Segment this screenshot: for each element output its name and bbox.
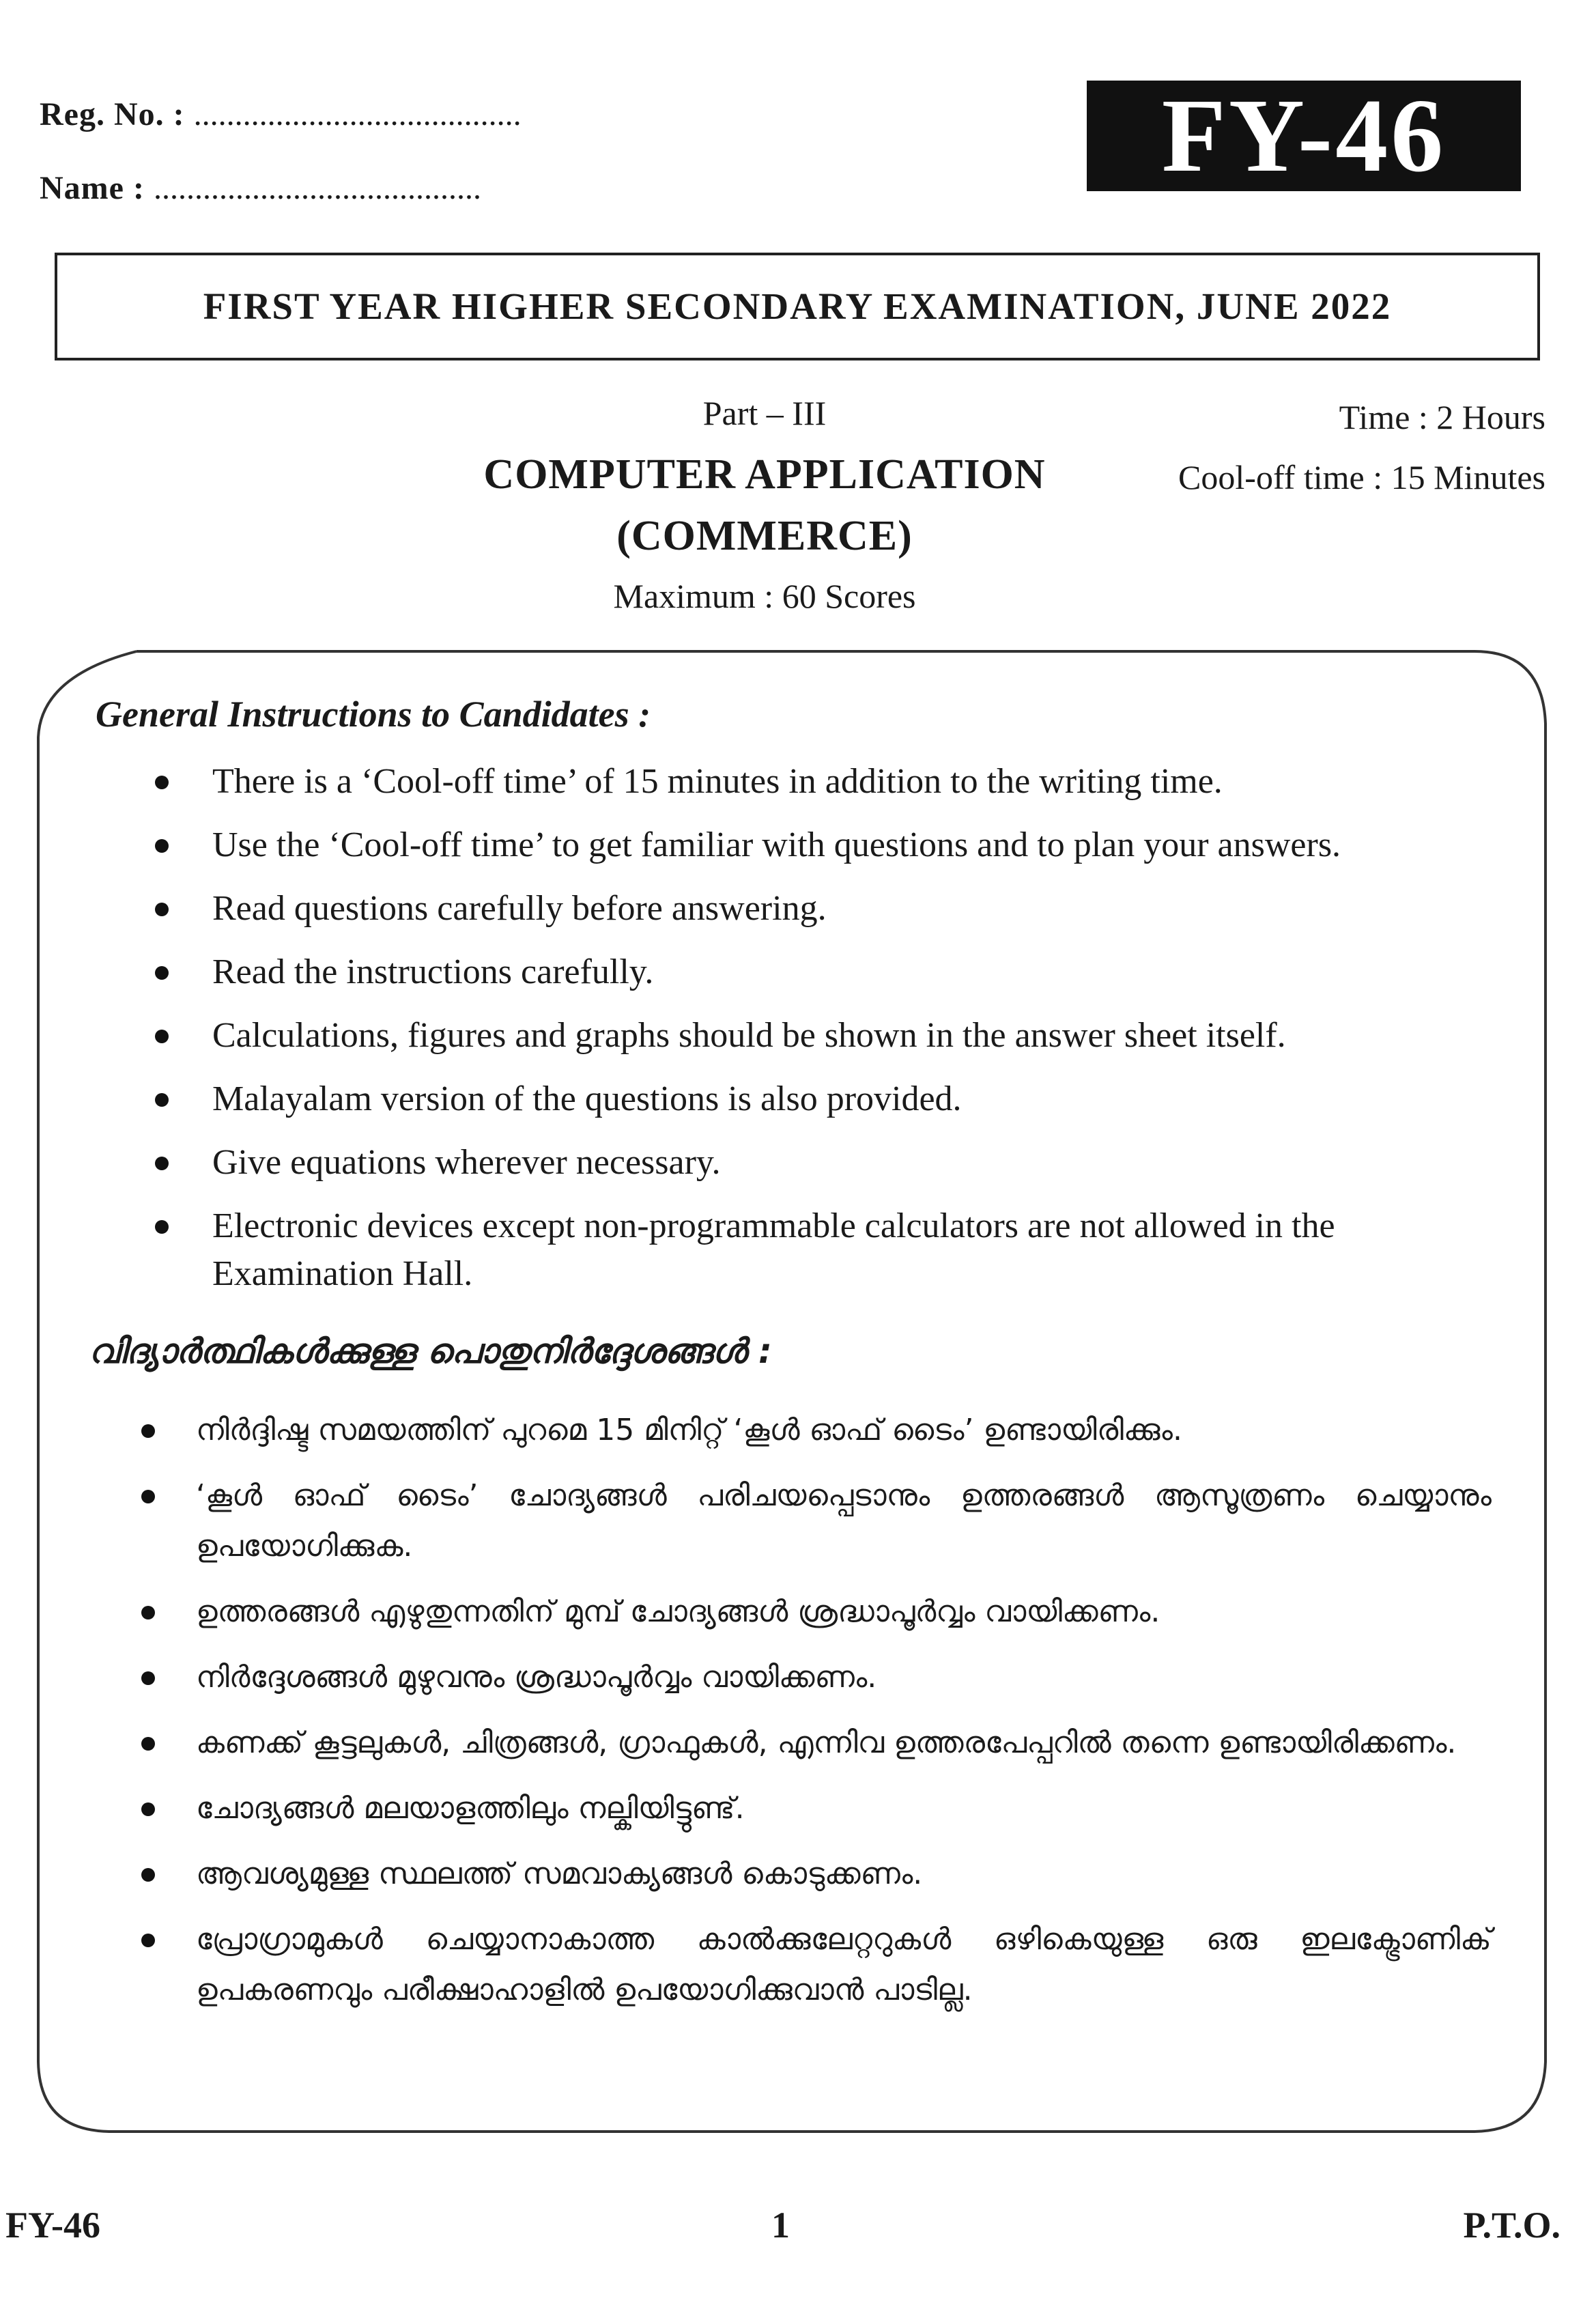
- list-item: There is a ‘Cool-off time’ of 15 minutes in addition to the writing time.: [147, 758, 1485, 806]
- subject-stream: (COMMERCE): [616, 513, 913, 559]
- instructions-list-ml: [133, 1405, 1492, 2031]
- list-item: Calculations, figures and graphs should be shown in the answer sheet itself.: [147, 1012, 1485, 1060]
- list-item: പ്രോഗ്രാമുകൾ ചെയ്യാനാകാത്ത കാൽക്കുലേറ്ററുകൾ ഒഴികെയുള്ള ഒരു ഇലക്ട്രോണിക് ഉപകരണവും പരീക്ഷാഹാളിൽ ഉപയോഗിക്കുവാൻ പാടില്ല.: [133, 1914, 1492, 2015]
- paper-code-box: FY-46: [1087, 81, 1521, 191]
- list-item: Read questions carefully before answering.: [147, 885, 1485, 933]
- please-turn-over: P.T.O.: [1463, 2205, 1561, 2246]
- time-duration: Time : 2 Hours: [1339, 398, 1545, 436]
- footer-paper-code: FY-46: [5, 2205, 101, 2246]
- bullet-icon: [141, 1868, 155, 1882]
- part-label: Part – III: [702, 394, 827, 432]
- bullet-icon: [141, 1490, 155, 1503]
- bullet-icon: [141, 1737, 155, 1751]
- subject-title: COMPUTER APPLICATION: [483, 451, 1046, 498]
- list-item: ചോദ്യങ്ങൾ മലയാളത്തിലും നല്കിയിട്ടുണ്ട്.: [133, 1783, 1492, 1834]
- list-item: Malayalam version of the questions is also provided.: [147, 1075, 1485, 1123]
- list-item: ഉത്തരങ്ങൾ എഴുതുന്നതിന് മുമ്പ് ചോദ്യങ്ങൾ ശ്രദ്ധാപൂർവ്വം വായിക്കണം.: [133, 1587, 1492, 1637]
- list-item: നിർദ്ദേശങ്ങൾ മുഴുവനും ശ്രദ്ധാപൂർവ്വം വായിക്കണം.: [133, 1652, 1492, 1703]
- bullet-icon: [155, 903, 169, 916]
- reg-no-dots: ........................................: [193, 96, 522, 132]
- bullet-icon: [155, 1030, 169, 1043]
- bullet-icon: [141, 1671, 155, 1685]
- bullet-icon: [155, 839, 169, 853]
- bullet-icon: [141, 1934, 155, 1947]
- reg-no-label: Reg. No. :: [40, 96, 185, 132]
- exam-title: FIRST YEAR HIGHER SECONDARY EXAMINATION, JUNE 2022: [55, 253, 1540, 360]
- bullet-icon: [155, 1157, 169, 1170]
- list-item: നിർദ്ദിഷ്ട സമയത്തിന് പുറമെ 15 മിനിറ്റ് ‘കൂൾ ഓഫ് ടൈം’ ഉണ്ടായിരിക്കും.: [133, 1405, 1492, 1456]
- bullet-icon: [155, 776, 169, 789]
- cool-off-time: Cool-off time : 15 Minutes: [1178, 458, 1545, 496]
- max-scores: Maximum : 60 Scores: [613, 577, 916, 615]
- bullet-icon: [141, 1606, 155, 1619]
- instructions-title-ml: വിദ്യാർത്ഥികൾക്കുള്ള പൊതുനിർദ്ദേശങ്ങൾ :: [89, 1331, 772, 1371]
- bullet-icon: [155, 1220, 169, 1234]
- bullet-icon: [155, 1093, 169, 1107]
- name-field: [40, 169, 481, 207]
- list-item: Give equations wherever necessary.: [147, 1139, 1485, 1187]
- list-item: Use the ‘Cool-off time’ to get familiar with questions and to plan your answers.: [147, 821, 1485, 869]
- list-item: കണക്ക് കൂട്ടലുകൾ, ചിത്രങ്ങൾ, ഗ്രാഫുകൾ, എന്നിവ ഉത്തരപേപ്പറിൽ തന്നെ ഉണ്ടായിരിക്കണം.: [133, 1718, 1492, 1768]
- list-item: Electronic devices except non-programmable calculators are not allowed in the Examination Hall.: [147, 1202, 1485, 1298]
- bullet-icon: [155, 966, 169, 980]
- page-number: 1: [771, 2205, 790, 2246]
- list-item: ആവശ്യമുള്ള സ്ഥലത്ത് സമവാക്യങ്ങൾ കൊടുക്കണം.: [133, 1849, 1492, 1899]
- name-dots: ........................................: [153, 170, 481, 206]
- instructions-title-en: General Instructions to Candidates :: [96, 694, 651, 735]
- instructions-list-en: [147, 758, 1485, 1314]
- bullet-icon: [141, 1802, 155, 1816]
- name-label: Name :: [40, 170, 145, 206]
- list-item: Read the instructions carefully.: [147, 948, 1485, 996]
- bullet-icon: [141, 1424, 155, 1438]
- reg-no-field: [40, 96, 522, 133]
- list-item: ‘കൂൾ ഓഫ് ടൈം’ ചോദ്യങ്ങൾ പരിചയപ്പെടാനും ഉത്തരങ്ങൾ ആസൂത്രണം ചെയ്യാനും ഉപയോഗിക്കുക.: [133, 1471, 1492, 1572]
